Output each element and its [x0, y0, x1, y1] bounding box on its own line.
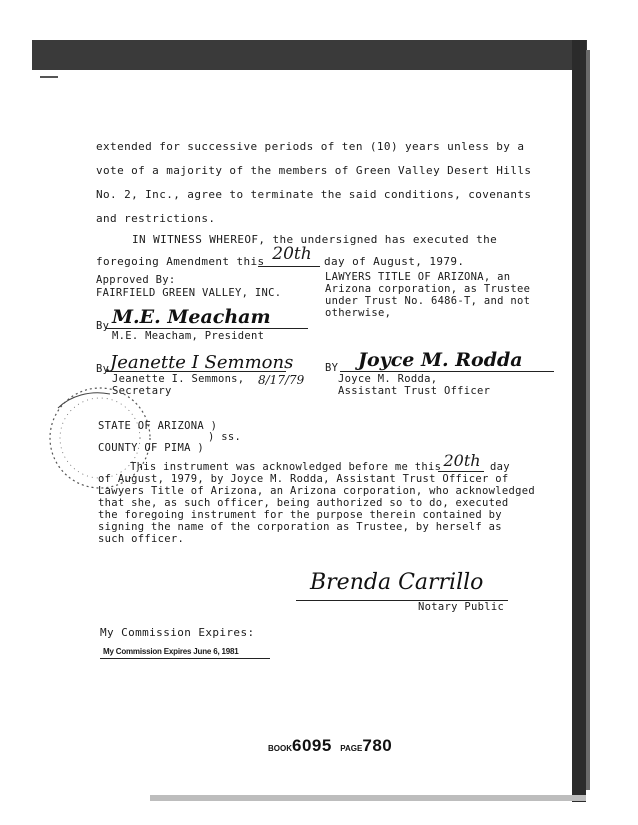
- approved-by-label: Approved By:: [96, 274, 176, 286]
- scan-speck: [40, 76, 58, 78]
- ack-line-5: the foregoing instrument for the purpose therein contained by: [98, 509, 502, 521]
- book-label: BOOK: [268, 744, 292, 753]
- para-line-4: and restrictions.: [96, 212, 216, 225]
- signature-line-1: [106, 328, 308, 329]
- ack-day-handwritten: 20th: [443, 451, 481, 470]
- by-label-right: BY: [325, 362, 339, 374]
- ack-line-1-suffix: day: [490, 461, 510, 473]
- scan-right-border: [572, 40, 586, 802]
- ack-line-7: such officer.: [98, 533, 185, 545]
- company-name: FAIRFIELD GREEN VALLEY, INC.: [96, 287, 282, 299]
- ack-line-1-prefix: This instrument was acknowledged before me this: [130, 461, 442, 473]
- amend-day-line: [258, 266, 320, 267]
- scan-bottom-smudge: [150, 795, 586, 801]
- signer-2-title: Secretary: [112, 385, 172, 397]
- by-label-2: By: [96, 363, 110, 375]
- ack-line-2: of August, 1979, by Joyce M. Rodda, Assistant Trust Officer of: [98, 473, 509, 485]
- page-number: 780: [362, 736, 393, 755]
- venue-county: COUNTY OF PIMA ): [98, 442, 204, 454]
- signature-line-2: [106, 371, 286, 372]
- amend-prefix: foregoing Amendment this: [96, 255, 265, 268]
- lawyers-title-line-2: Arizona corporation, as Trustee: [325, 283, 531, 295]
- signer-1-name: M.E. Meacham, President: [112, 330, 265, 342]
- by-label-1: By: [96, 320, 110, 332]
- signature-line-right: [340, 371, 554, 372]
- signer-right-title: Assistant Trust Officer: [338, 385, 491, 397]
- amend-suffix: day of August, 1979.: [324, 255, 465, 268]
- commission-line: [100, 658, 270, 659]
- recording-stamp: [268, 736, 392, 756]
- ack-line-3: Lawyers Title of Arizona, an Arizona corporation, who acknowledged: [98, 485, 536, 497]
- para-line-1: extended for successive periods of ten (10) years unless by a: [96, 140, 525, 153]
- lawyers-title-line-4: otherwise,: [325, 307, 392, 319]
- lawyers-title-line-1: LAWYERS TITLE OF ARIZONA, an: [325, 271, 511, 283]
- amend-day-handwritten: 20th: [272, 244, 312, 264]
- signer-right-name: Joyce M. Rodda,: [338, 373, 438, 385]
- lawyers-title-line-3: under Trust No. 6486-T, and not: [325, 295, 531, 307]
- page-label: PAGE: [340, 744, 363, 753]
- scan-right-edge: [586, 50, 590, 790]
- signer-2-date: 8/17/79: [258, 373, 305, 387]
- ack-line-4: that she, as such officer, being authorized so to do, executed: [98, 497, 509, 509]
- witness-line: IN WITNESS WHEREOF, the undersigned has executed the: [132, 233, 498, 246]
- para-line-2: vote of a majority of the members of Green Valley Desert Hills: [96, 164, 532, 177]
- signature-rodda: Joyce M. Rodda: [358, 349, 523, 371]
- ack-day-line: [438, 471, 484, 472]
- signature-meacham: M.E. Meacham: [112, 306, 271, 328]
- ack-line-6: signing the name of the corporation as Trustee, by herself as: [98, 521, 502, 533]
- book-number: 6095: [292, 736, 332, 755]
- scan-top-border: [32, 40, 587, 70]
- commission-stamp: My Commission Expires June 6, 1981: [103, 647, 239, 656]
- venue-state: STATE OF ARIZONA ): [98, 420, 218, 432]
- signature-semmons: Jeanette I Semmons: [110, 352, 294, 373]
- para-line-3: No. 2, Inc., agree to terminate the said conditions, covenants: [96, 188, 532, 201]
- signer-2-name: Jeanette I. Semmons,: [112, 373, 245, 385]
- commission-label: My Commission Expires:: [100, 626, 255, 639]
- notary-label: Notary Public: [418, 601, 505, 613]
- venue-ss: ) ss.: [208, 431, 242, 443]
- notary-signature: Brenda Carrillo: [310, 570, 484, 595]
